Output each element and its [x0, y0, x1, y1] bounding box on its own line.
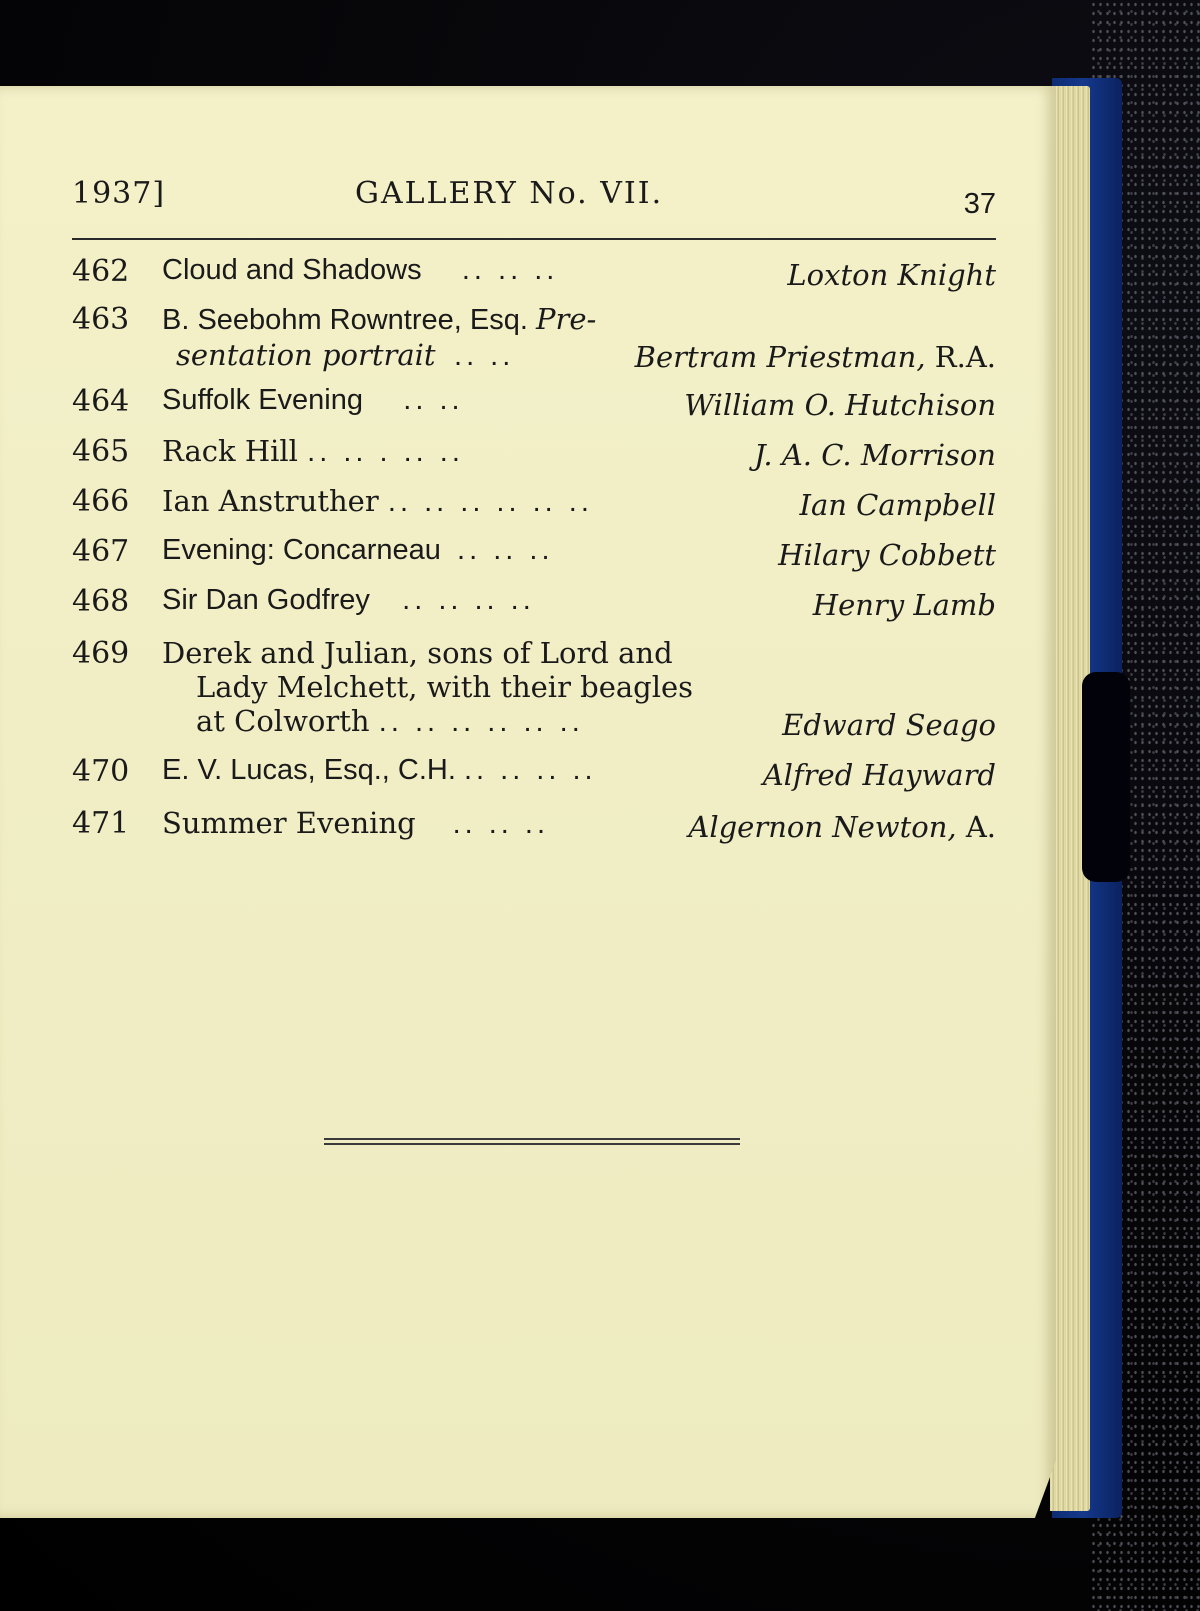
entry-artist: Hilary Cobbett — [778, 538, 996, 572]
entry-title — [162, 534, 554, 567]
leader-dots: .. .. . .. .. — [307, 436, 464, 468]
entry-number: 467 — [72, 534, 130, 569]
cover-shadow — [1082, 672, 1130, 882]
entry-artist-box — [560, 810, 996, 850]
entry-number: 463 — [72, 302, 130, 337]
entry-title — [162, 484, 593, 519]
entry-number: 470 — [72, 754, 130, 789]
entry-artist: Ian Campbell — [799, 488, 996, 522]
header-year: 1937] — [72, 176, 166, 211]
entry-title-italic: sentation portrait — [176, 338, 436, 372]
artist-honour: A. — [965, 810, 996, 844]
entry-number: 471 — [72, 806, 130, 841]
leader-dots: .. .. .. .. .. .. — [387, 486, 593, 518]
entry-number: 466 — [72, 484, 130, 519]
entry-title-text: B. Seebohm Rowntree, Esq. — [162, 304, 528, 336]
leader-dots: .. .. .. .. — [402, 584, 535, 616]
entry-artist-box — [560, 538, 996, 578]
entry-number: 469 — [72, 636, 130, 671]
entry-artist-box — [560, 438, 996, 478]
entry-title-text: Summer Evening — [162, 806, 416, 840]
entry-artist: Henry Lamb — [812, 588, 996, 622]
entry-artist: William O. Hutchison — [684, 388, 996, 422]
leader-dots: .. .. .. — [452, 808, 550, 840]
entry-artist-box — [560, 758, 996, 798]
entry-title — [162, 254, 558, 287]
entry-title-text: Ian Anstruther — [162, 484, 379, 518]
artist-honour: R.A. — [934, 340, 996, 374]
entry-number: 464 — [72, 384, 130, 419]
entry-artist-box — [560, 588, 996, 628]
entry-title — [162, 434, 464, 469]
entry-title-continued — [176, 338, 514, 373]
leader-dots: .. .. .. .. .. .. — [378, 706, 584, 738]
entry-title — [162, 384, 464, 417]
leader-dots: .. .. — [403, 384, 464, 416]
entry-title: Derek and Julian, sons of Lord and — [162, 636, 673, 670]
entry-title-italic: Pre- — [535, 302, 597, 336]
end-rule-top — [324, 1138, 740, 1140]
end-rule-bottom — [324, 1143, 740, 1145]
entry-title — [162, 754, 597, 787]
entry-number: 465 — [72, 434, 130, 469]
entry-title — [162, 302, 596, 337]
entry-title-continued: Lady Melchett, with their beagles — [196, 670, 694, 704]
entry-title-text: Evening: Concarneau — [162, 534, 441, 566]
entry-title-continued — [196, 704, 584, 739]
entry-artist-box — [560, 708, 996, 748]
entry-artist: J. A. C. Morrison — [754, 438, 996, 472]
page-title: GALLERY No. VII. — [355, 176, 664, 211]
entry-title-text: E. V. Lucas, Esq., C.H. — [162, 754, 456, 786]
artist-name: Algernon Newton, — [688, 810, 957, 844]
entry-number: 462 — [72, 254, 130, 289]
entry-title-text: Rack Hill — [162, 434, 298, 468]
entry-title — [162, 806, 549, 841]
entry-artist-box — [560, 340, 996, 380]
leader-dots: .. .. .. — [461, 254, 559, 286]
entry-artist-box — [560, 388, 996, 428]
entry-title-text: Cloud and Shadows — [162, 254, 422, 286]
page-number: 37 — [963, 188, 996, 220]
entry-title-text: at Colworth — [196, 704, 370, 738]
entry-artist: Edward Seago — [782, 708, 996, 742]
artist-name: Bertram Priestman, — [634, 340, 926, 374]
entry-title-text: Suffolk Evening — [162, 384, 363, 416]
entry-artist: Loxton Knight — [787, 258, 996, 292]
entry-artist-box — [560, 488, 996, 528]
entry-artist — [688, 810, 996, 844]
leader-dots: .. .. .. — [457, 534, 554, 566]
leader-dots: .. .. .. .. — [463, 754, 597, 786]
entry-artist: Alfred Hayward — [762, 758, 996, 792]
entry-artist — [635, 340, 996, 374]
entry-title-text: Sir Dan Godfrey — [162, 584, 370, 616]
leader-dots: .. .. — [454, 340, 515, 372]
entry-artist-box — [560, 258, 996, 298]
entry-title — [162, 584, 535, 617]
entry-number: 468 — [72, 584, 130, 619]
